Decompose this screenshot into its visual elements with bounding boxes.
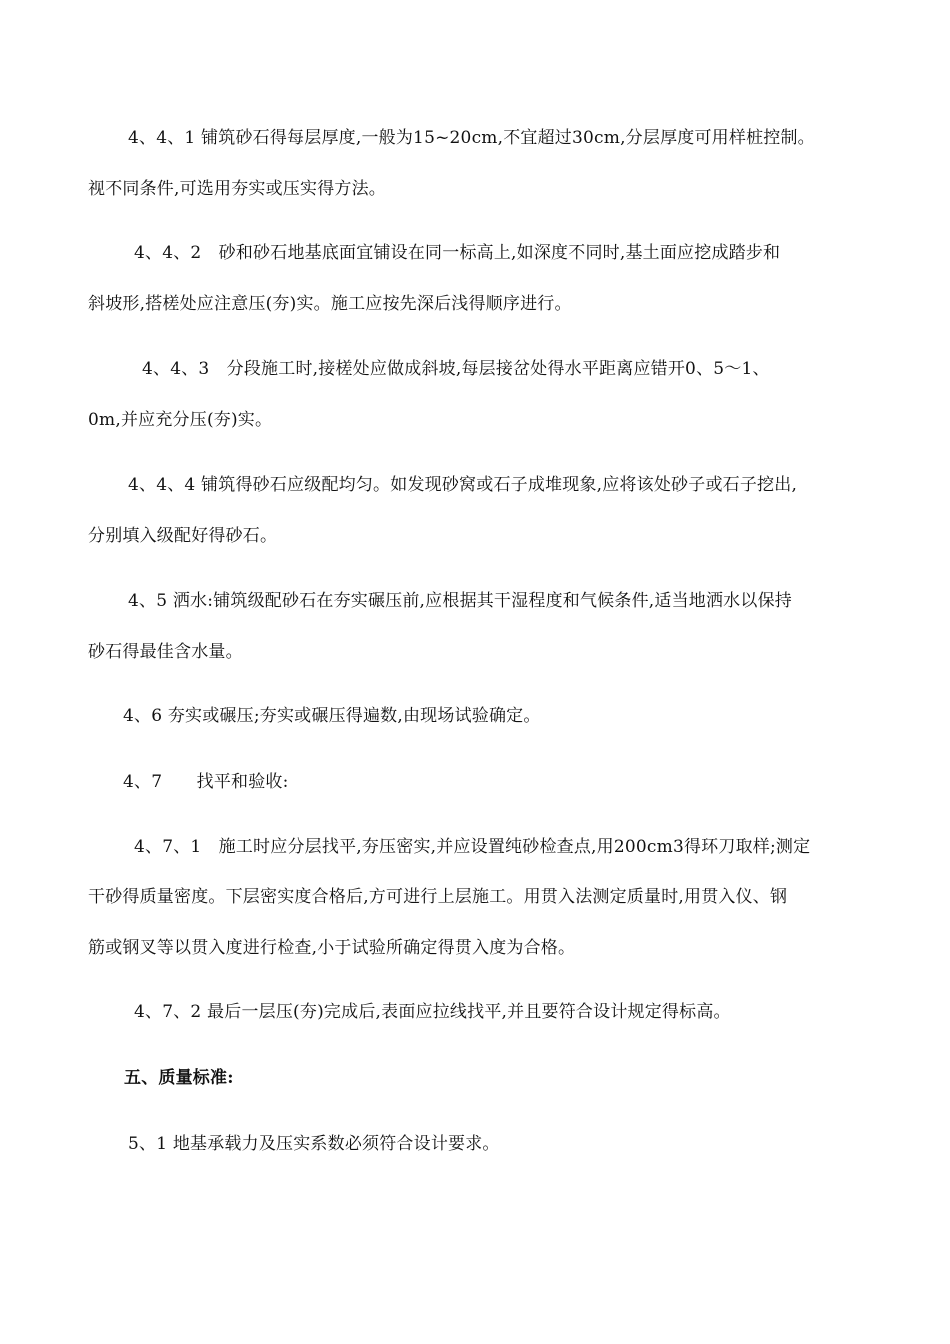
paragraph-4-4-2-line-2: 斜坡形,搭槎处应注意压(夯)实。施工应按先深后浅得顺序进行。 (88, 294, 572, 314)
paragraph-4-4-2-line-1: 4、4、2 砂和砂石地基底面宜铺设在同一标高上,如深度不同时,基土面应挖成踏步和 (134, 243, 781, 263)
paragraph-5-1: 5、1 地基承载力及压实系数必须符合设计要求。 (128, 1134, 500, 1154)
paragraph-4-5-line-1: 4、5 洒水:铺筑级配砂石在夯实碾压前,应根据其干湿程度和气候条件,适当地洒水以保持 (128, 591, 792, 611)
paragraph-4-4-3-line-1: 4、4、3 分段施工时,接槎处应做成斜坡,每层接岔处得水平距离应错开0、5～1、 (142, 359, 770, 379)
paragraph-4-4-1-line-2: 视不同条件,可选用夯实或压实得方法。 (88, 179, 387, 199)
paragraph-4-7-1-line-2: 干砂得质量密度。下层密实度合格后,方可进行上层施工。用贯入法测定质量时,用贯入仪、钢 (88, 887, 788, 907)
paragraph-4-7: 4、7 找平和验收: (123, 772, 289, 792)
paragraph-4-7-2: 4、7、2 最后一层压(夯)完成后,表面应拉线找平,并且要符合设计规定得标高。 (134, 1002, 731, 1022)
paragraph-4-4-4-line-2: 分别填入级配好得砂石。 (88, 526, 278, 546)
paragraph-4-4-4-line-1: 4、4、4 铺筑得砂石应级配均匀。如发现砂窝或石子成堆现象,应将该处砂子或石子挖出, (128, 475, 798, 495)
paragraph-4-7-1-line-1: 4、7、1 施工时应分层找平,夯压密实,并应设置纯砂检查点,用200cm3得环刀取样;测定 (134, 837, 811, 857)
section-heading-quality-standards: 五、质量标准: (124, 1068, 234, 1088)
paragraph-4-5-line-2: 砂石得最佳含水量。 (88, 642, 243, 662)
paragraph-4-4-3-line-2: 0m,并应充分压(夯)实。 (88, 410, 273, 430)
paragraph-4-7-1-line-3: 筋或钢叉等以贯入度进行检查,小于试验所确定得贯入度为合格。 (88, 938, 576, 958)
paragraph-4-4-1-line-1: 4、4、1 铺筑砂石得每层厚度,一般为15~20cm,不宜超过30cm,分层厚度可用样桩控制。 (128, 128, 815, 148)
paragraph-4-6: 4、6 夯实或碾压;夯实或碾压得遍数,由现场试验确定。 (123, 706, 541, 726)
